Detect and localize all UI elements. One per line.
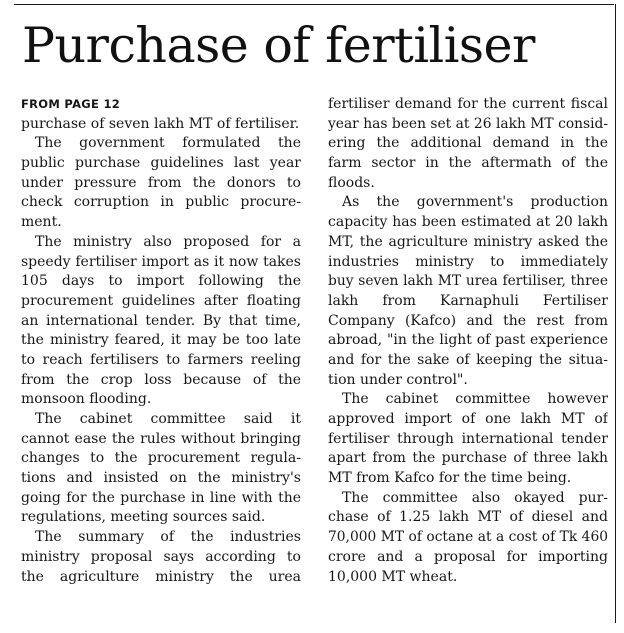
body-text-line: farm sector in the aftermath of the — [328, 155, 608, 172]
body-text-line: an international tender. By that time, — [21, 312, 301, 329]
headline: Purchase of fertiliser — [22, 17, 535, 74]
left-column — [21, 95, 301, 587]
body-text-line: procurement guidelines after floating — [21, 292, 301, 309]
body-text-line: capacity has been estimated at 20 lakh — [328, 214, 608, 231]
right-column — [328, 95, 608, 587]
body-text-line: to reach fertilisers to farmers reeling — [21, 351, 301, 368]
body-text-line: tions and insisted on the ministry's — [21, 470, 301, 487]
body-text-line: MT from Kafco for the time being. — [328, 470, 572, 487]
body-text-line: 105 days to import following the — [21, 273, 301, 290]
body-text-line: fertiliser through international tender — [328, 430, 608, 447]
body-text-line: lakh from Karnaphuli Fertiliser — [328, 292, 608, 309]
body-text-line: ering the additional demand in the — [328, 135, 608, 152]
body-text-line: industries ministry to immediately — [328, 253, 608, 270]
left-column-text — [21, 115, 301, 588]
body-text-line: speedy fertiliser import as it now takes — [21, 253, 301, 270]
body-text-line: public purchase guidelines last year — [21, 155, 301, 172]
body-text-line: tion under control". — [328, 371, 468, 388]
body-text-line: The committee also okayed pur- — [342, 489, 608, 506]
body-text-line: going for the purchase in line with the — [21, 489, 301, 506]
body-text-line: cannot ease the rules without bringing — [21, 430, 301, 447]
body-text-line: The cabinet committee however — [342, 391, 608, 408]
body-text-line: purchase of seven lakh MT of fertiliser. — [21, 115, 300, 132]
body-text-line: 10,000 MT wheat. — [328, 568, 458, 585]
body-text-line: buy seven lakh MT urea fertiliser, three — [328, 273, 608, 290]
body-text-line: chase of 1.25 lakh MT of diesel and — [328, 509, 608, 526]
body-text-line: ministry proposal says according to — [21, 548, 301, 565]
body-text-line: ment. — [21, 214, 62, 231]
kicker-from-page: FROM PAGE 12 — [21, 97, 121, 111]
body-text-line: The ministry also proposed for a — [35, 233, 301, 250]
body-text-line: from the crop loss because of the — [21, 371, 301, 388]
right-border-rule — [615, 4, 616, 623]
body-text-line: under pressure from the donors to — [21, 174, 301, 191]
body-text-line: changes to the procurement regula- — [21, 450, 301, 467]
body-text-line: regulations, meeting sources said. — [21, 509, 266, 526]
body-text-line: the agriculture ministry the urea — [21, 568, 301, 585]
body-text-line: 70,000 MT of octane at a cost of Tk 460 — [328, 529, 608, 546]
body-text-line: apart from the purchase of three lakh — [328, 450, 608, 467]
body-text-line: The summary of the industries — [35, 529, 301, 546]
body-text-line: fertiliser demand for the current fiscal — [328, 96, 608, 112]
body-text-line: floods. — [328, 174, 375, 191]
body-text-line: abroad, "in the light of past experience — [328, 332, 608, 349]
right-column-text — [328, 95, 608, 587]
body-text-line: MT, the agriculture ministry asked the — [328, 233, 608, 250]
body-text-line: monsoon flooding. — [21, 391, 152, 408]
body-text-line: Company (Kafco) and the rest from — [328, 312, 608, 329]
body-text-line: and for the sake of keeping the situa- — [328, 351, 608, 368]
body-text-line: approved import of one lakh MT of — [328, 411, 608, 427]
body-text-line: crore and a proposal for importing — [328, 548, 608, 565]
body-text-line: The cabinet committee said it — [35, 411, 301, 427]
body-text-line: The government formulated the — [35, 135, 301, 152]
body-text-line: the ministry feared, it may be too late — [21, 332, 301, 349]
body-text-line: check corruption in public procure- — [21, 194, 301, 211]
body-text-line: year has been set at 26 lakh MT consid- — [328, 115, 608, 132]
top-border-rule — [14, 4, 614, 5]
body-text-line: As the government's production — [342, 194, 608, 211]
